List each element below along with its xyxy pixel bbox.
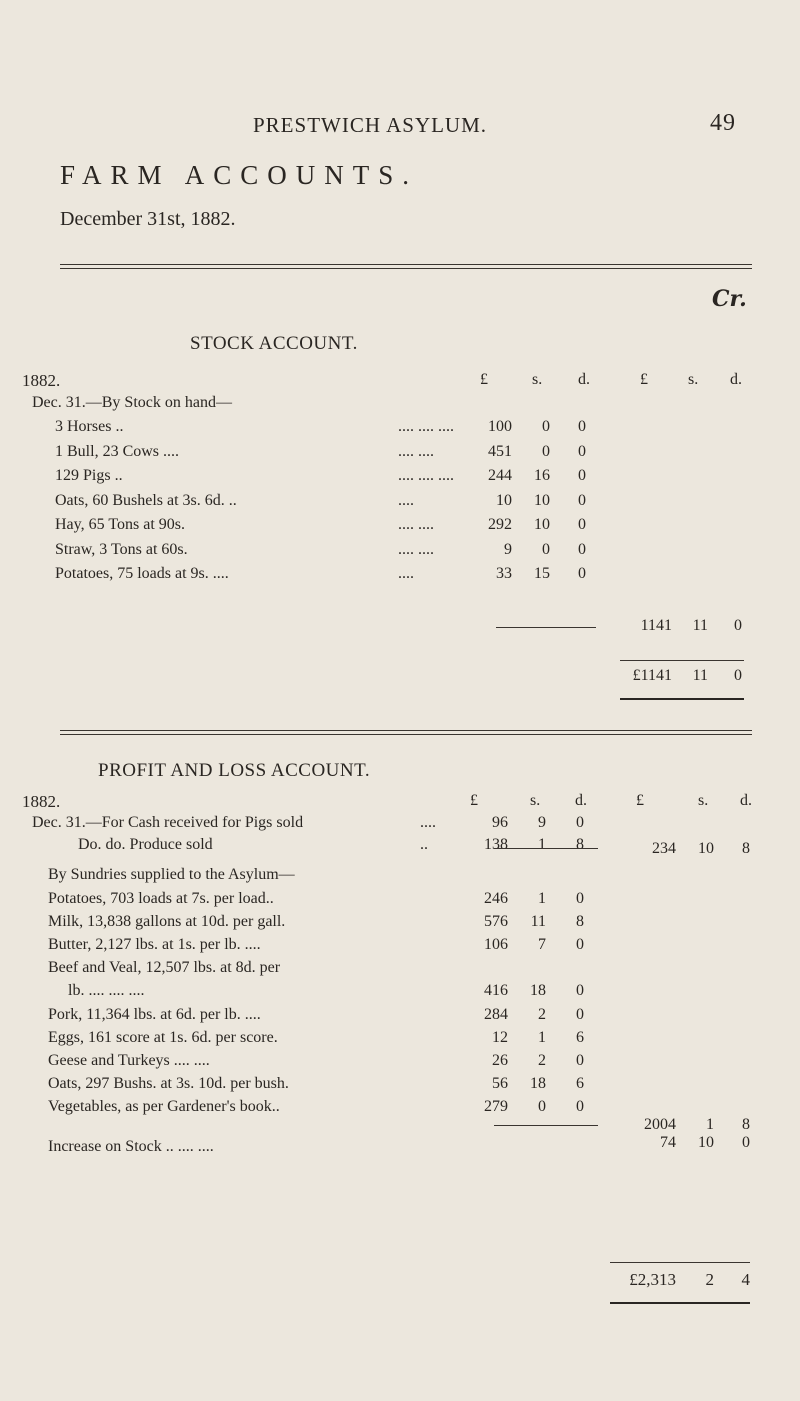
stock-item-dots: .... ....	[398, 442, 434, 460]
pl-increase-pence: 0	[742, 1134, 750, 1151]
stock-item-pence: 0	[578, 540, 586, 558]
stock-item-dots: ....	[398, 565, 414, 582]
pl-cash-pence: 8	[576, 836, 584, 853]
pl-sundry-pence: 6	[576, 1075, 584, 1092]
pl-sundry-pounds: 106	[484, 936, 508, 953]
page-number: 49	[710, 110, 736, 136]
pl-year: 1882.	[22, 792, 61, 811]
stock-col-pound: £	[480, 371, 488, 388]
pl-col-s: s.	[530, 792, 541, 809]
pl-sundry-pounds: 416	[484, 982, 508, 999]
stock-year: 1882.	[22, 371, 61, 390]
stock-total-double-rule	[620, 698, 744, 700]
stock-item-pence: 0	[578, 442, 586, 460]
stock-item-shillings: 10	[534, 516, 550, 533]
pl-sundries-heading: By Sundries supplied to the Asylum—	[48, 866, 295, 883]
page-date: December 31st, 1882.	[60, 208, 236, 230]
pl-grand-total-shillings: 2	[705, 1270, 714, 1289]
pl-cash-label: Dec. 31.—For Cash received for Pigs sold	[32, 814, 304, 831]
pl-cash-total-shillings: 10	[698, 840, 714, 857]
pl-sundry-label: Oats, 297 Bushs. at 3s. 10d. per bush.	[48, 1075, 289, 1092]
credit-mark: Cr.	[712, 286, 747, 312]
pl-increase-shillings: 10	[698, 1134, 714, 1151]
pl-sundries-total-pounds: 2004	[644, 1116, 676, 1133]
stock-item-dots: .... .... ....	[398, 418, 454, 435]
pl-sundry-shillings: 1	[538, 1029, 546, 1046]
stock-item-shillings: 15	[534, 565, 550, 582]
stock-col2-d: d.	[730, 371, 742, 388]
stock-item-label: Oats, 60 Bushels at 3s. 6d. ..	[55, 491, 237, 509]
pl-cash-subtotal-rule	[494, 848, 598, 849]
pl-grand-total-double-rule	[610, 1302, 750, 1304]
pl-sundry-label: Pork, 11,364 lbs. at 6d. per lb. ....	[48, 1006, 261, 1023]
pl-sundry-pence: 0	[576, 1052, 584, 1069]
pl-cash-label: Do. do. Produce sold	[78, 836, 213, 853]
pl-col2-d: d.	[740, 792, 752, 809]
pl-cash-dots: ..	[420, 836, 428, 853]
pl-sundry-pence: 0	[576, 1006, 584, 1023]
pl-sundry-label: Geese and Turkeys .... ....	[48, 1052, 210, 1069]
stock-subtotal-rule	[496, 627, 596, 628]
stock-item-dots: .... ....	[398, 516, 434, 533]
pl-increase-pounds: 74	[660, 1134, 676, 1151]
stock-item-shillings: 0	[542, 418, 550, 435]
page-title: FARM ACCOUNTS.	[60, 160, 419, 190]
stock-item-label: Potatoes, 75 loads at 9s. ....	[55, 565, 229, 582]
stock-item-pounds: 100	[488, 418, 512, 435]
stock-item-label: 3 Horses ..	[55, 418, 124, 435]
pl-sundry-pounds: 576	[484, 913, 508, 930]
pl-sundry-label: Butter, 2,127 lbs. at 1s. per lb. ....	[48, 936, 261, 953]
stock-item-label: Straw, 3 Tons at 60s.	[55, 540, 188, 558]
pl-sundry-shillings: 7	[538, 936, 546, 953]
stock-item-pence: 0	[578, 516, 586, 533]
stock-date: Dec. 31.—By Stock on hand—	[32, 394, 232, 411]
pl-sundry-shillings: 1	[538, 890, 546, 907]
pl-sundry-pence: 0	[576, 936, 584, 953]
stock-item-dots: ....	[398, 491, 414, 509]
pl-sundries-total-shillings: 1	[706, 1116, 714, 1133]
pl-col2-s: s.	[698, 792, 709, 809]
pl-col-d: d.	[575, 792, 587, 809]
stock-item-label: Hay, 65 Tons at 90s.	[55, 516, 185, 533]
pl-cash-shillings: 1	[538, 836, 546, 853]
stock-item-pounds: 9	[504, 540, 512, 558]
pl-sundry-pence: 0	[576, 1098, 584, 1115]
stock-total-pounds: £1141	[632, 667, 672, 684]
pl-sundry-pounds: 56	[492, 1075, 508, 1092]
stock-item-pounds: 451	[488, 442, 512, 460]
pl-sundry-shillings: 18	[530, 982, 546, 999]
pl-sundry-pounds: 246	[484, 890, 508, 907]
pl-sundry-shillings: 2	[538, 1052, 546, 1069]
pl-sundries-total-pence: 8	[742, 1116, 750, 1133]
top-rule	[60, 264, 752, 265]
stock-item-pounds: 292	[488, 516, 512, 533]
pl-sundry-shillings: 0	[538, 1098, 546, 1115]
top-rule-2	[60, 268, 752, 269]
middle-rule-2	[60, 734, 752, 735]
stock-item-pence: 0	[578, 418, 586, 435]
stock-subtotal-pence: 0	[734, 617, 742, 634]
pl-sundry-pence: 6	[576, 1029, 584, 1046]
stock-total-rule	[620, 660, 744, 661]
running-head: PRESTWICH ASYLUM.	[253, 113, 488, 137]
stock-item-dots: .... .... ....	[398, 467, 454, 484]
pl-cash-dots: ....	[420, 814, 436, 831]
stock-item-pounds: 33	[496, 565, 512, 582]
stock-item-pence: 0	[578, 467, 586, 484]
pl-sundry-pence: 0	[576, 982, 584, 999]
stock-item-shillings: 0	[542, 540, 550, 558]
stock-col-s: s.	[532, 371, 543, 388]
pl-cash-pence: 0	[576, 814, 584, 831]
pl-cash-pounds: 138	[484, 836, 508, 853]
pl-sundry-label: Vegetables, as per Gardener's book..	[48, 1098, 280, 1115]
pl-sundry-pounds: 279	[484, 1098, 508, 1115]
pl-sundry-shillings: 11	[530, 913, 546, 930]
stock-item-shillings: 16	[534, 467, 550, 484]
pl-sundry-shillings: 18	[530, 1075, 546, 1092]
pl-sundry-pence: 8	[576, 913, 584, 930]
pl-cash-shillings: 9	[538, 814, 546, 831]
pl-sundry-label: Potatoes, 703 loads at 7s. per load..	[48, 890, 274, 907]
stock-col2-s: s.	[688, 371, 699, 388]
stock-item-label: 129 Pigs ..	[55, 467, 123, 484]
pl-sundry-pounds: 12	[492, 1029, 508, 1046]
stock-item-pounds: 10	[496, 491, 512, 509]
stock-col2-pound: £	[640, 371, 648, 388]
pl-sundry-pounds: 26	[492, 1052, 508, 1069]
pl-sundry-shillings: 2	[538, 1006, 546, 1023]
stock-subtotal-shillings: 11	[692, 617, 708, 634]
pl-sundries-subtotal-rule	[494, 1125, 598, 1126]
pl-col-pound: £	[470, 792, 478, 809]
stock-total-pence: 0	[734, 667, 742, 684]
stock-item-shillings: 0	[542, 442, 550, 460]
stock-total-shillings: 11	[692, 667, 708, 684]
pl-increase-label: Increase on Stock .. .... ....	[48, 1138, 214, 1155]
stock-subtotal-pounds: 1141	[640, 617, 672, 634]
pl-col2-pound: £	[636, 792, 644, 809]
pl-cash-pounds: 96	[492, 814, 508, 831]
stock-item-shillings: 10	[534, 491, 550, 509]
stock-item-pence: 0	[578, 491, 586, 509]
pl-sundry-label: Milk, 13,838 gallons at 10d. per gall.	[48, 913, 286, 930]
stock-item-pence: 0	[578, 565, 586, 582]
stock-item-pounds: 244	[488, 467, 512, 484]
pl-sundry-pounds: 284	[484, 1006, 508, 1023]
pl-sundry-label: Beef and Veal, 12,507 lbs. at 8d. per	[48, 959, 281, 976]
stock-item-dots: .... ....	[398, 540, 434, 558]
middle-rule	[60, 730, 752, 731]
pl-heading: PROFIT AND LOSS ACCOUNT.	[98, 760, 371, 781]
pl-cash-total-pounds: 234	[652, 840, 676, 857]
stock-item-label: 1 Bull, 23 Cows ....	[55, 442, 180, 460]
pl-sundry-label: lb. .... .... ....	[68, 982, 145, 999]
pl-cash-total-pence: 8	[742, 840, 750, 857]
stock-heading: STOCK ACCOUNT.	[190, 333, 358, 354]
stock-col-d: d.	[578, 371, 590, 388]
pl-grand-total-pounds: £2,313	[629, 1270, 676, 1289]
pl-sundry-label: Eggs, 161 score at 1s. 6d. per score.	[48, 1029, 278, 1046]
pl-grand-total-rule	[610, 1262, 750, 1263]
pl-grand-total-pence: 4	[741, 1270, 750, 1289]
pl-sundry-pence: 0	[576, 890, 584, 907]
